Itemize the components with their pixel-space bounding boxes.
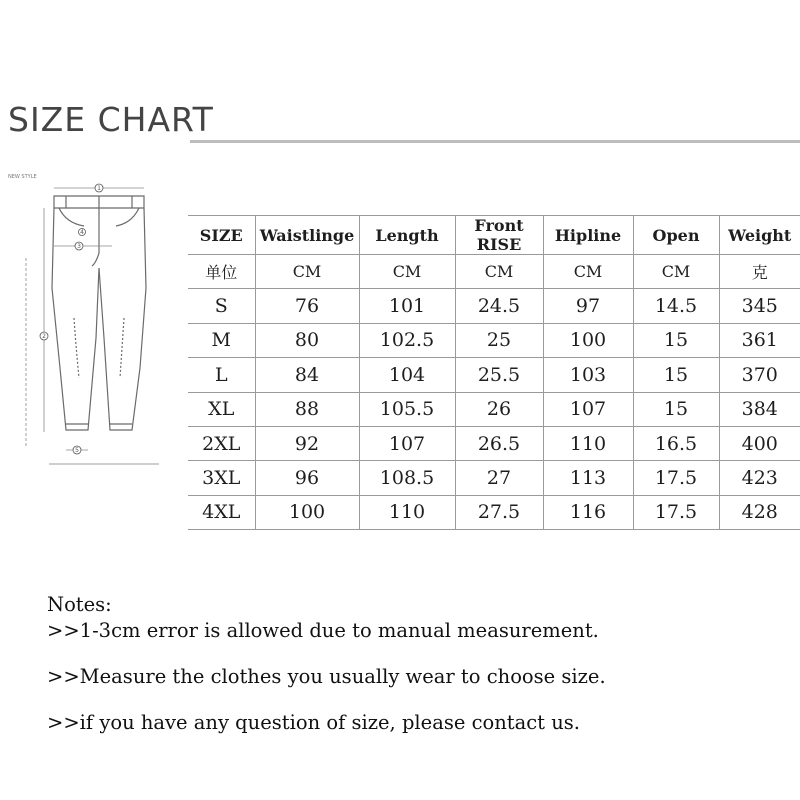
table-cell: 25: [455, 323, 543, 357]
table-cell: 单位: [188, 255, 255, 289]
table-cell: 105.5: [359, 392, 455, 426]
table-cell: 24.5: [455, 289, 543, 323]
table-cell: 103: [543, 358, 633, 392]
table-cell: 108.5: [359, 461, 455, 495]
table-unit-row: [188, 255, 800, 289]
table-cell: 4XL: [188, 495, 255, 529]
table-cell: 92: [255, 426, 359, 460]
table-cell: 15: [633, 358, 719, 392]
table-cell: 84: [255, 358, 359, 392]
marker-open: 5: [75, 447, 79, 454]
table-cell: 3XL: [188, 461, 255, 495]
table-row: [188, 358, 800, 392]
marker-rise: 4: [80, 229, 84, 236]
table-row: [188, 289, 800, 323]
note-line: >>if you have any question of size, please contact us.: [47, 711, 580, 734]
table-cell: SIZE: [188, 216, 255, 255]
size-table: [188, 215, 800, 530]
table-cell: CM: [359, 255, 455, 289]
table-cell: 100: [255, 495, 359, 529]
table-cell: 423: [719, 461, 800, 495]
table-cell: 400: [719, 426, 800, 460]
table-cell: 15: [633, 392, 719, 426]
table-cell: 16.5: [633, 426, 719, 460]
table-header-row: [188, 216, 800, 255]
table-cell: 17.5: [633, 495, 719, 529]
table-cell: 100: [543, 323, 633, 357]
table-cell: Hipline: [543, 216, 633, 255]
table-cell: 107: [359, 426, 455, 460]
table-cell: 76: [255, 289, 359, 323]
table-cell: Length: [359, 216, 455, 255]
table-cell: S: [188, 289, 255, 323]
table-cell: 88: [255, 392, 359, 426]
pants-measurement-diagram: [4, 168, 164, 474]
table-cell: 102.5: [359, 323, 455, 357]
table-cell: 25.5: [455, 358, 543, 392]
table-cell: 113: [543, 461, 633, 495]
size-chart-title: SIZE CHART: [8, 100, 214, 139]
table-row: [188, 426, 800, 460]
table-row: [188, 495, 800, 529]
table-row: [188, 392, 800, 426]
table-row: [188, 323, 800, 357]
table-cell: 104: [359, 358, 455, 392]
table-cell: 26: [455, 392, 543, 426]
table-cell: 345: [719, 289, 800, 323]
table-cell: 361: [719, 323, 800, 357]
marker-hip: 3: [77, 243, 81, 250]
table-cell: 384: [719, 392, 800, 426]
table-cell: 97: [543, 289, 633, 323]
table-cell: XL: [188, 392, 255, 426]
table-cell: 116: [543, 495, 633, 529]
table-cell: 27.5: [455, 495, 543, 529]
table-cell: 80: [255, 323, 359, 357]
table-cell: 27: [455, 461, 543, 495]
table-cell: 370: [719, 358, 800, 392]
notes-heading: Notes:: [47, 593, 112, 616]
table-cell: Open: [633, 216, 719, 255]
table-cell: 428: [719, 495, 800, 529]
table-cell: 克: [719, 255, 800, 289]
table-cell: CM: [543, 255, 633, 289]
table-cell: 15: [633, 323, 719, 357]
table-cell: CM: [455, 255, 543, 289]
marker-waist: 1: [97, 185, 101, 192]
table-cell: CM: [633, 255, 719, 289]
table-cell: 17.5: [633, 461, 719, 495]
table-cell: Waistlinge: [255, 216, 359, 255]
table-cell: 96: [255, 461, 359, 495]
note-line: >>Measure the clothes you usually wear to choose size.: [47, 665, 606, 688]
table-cell: 101: [359, 289, 455, 323]
notes-section: [47, 592, 787, 736]
table-cell: Weight: [719, 216, 800, 255]
title-divider: [190, 140, 800, 143]
table-row: [188, 461, 800, 495]
table-cell: 14.5: [633, 289, 719, 323]
table-cell: 26.5: [455, 426, 543, 460]
note-line: >>1-3cm error is allowed due to manual measurement.: [47, 619, 599, 642]
table-cell: 110: [543, 426, 633, 460]
table-cell: 107: [543, 392, 633, 426]
table-cell: M: [188, 323, 255, 357]
style-label: NEW STYLE: [8, 174, 37, 180]
table-cell: L: [188, 358, 255, 392]
marker-length: 2: [42, 333, 46, 340]
table-cell: 2XL: [188, 426, 255, 460]
table-cell: Front RISE: [455, 216, 543, 255]
table-cell: CM: [255, 255, 359, 289]
table-cell: 110: [359, 495, 455, 529]
